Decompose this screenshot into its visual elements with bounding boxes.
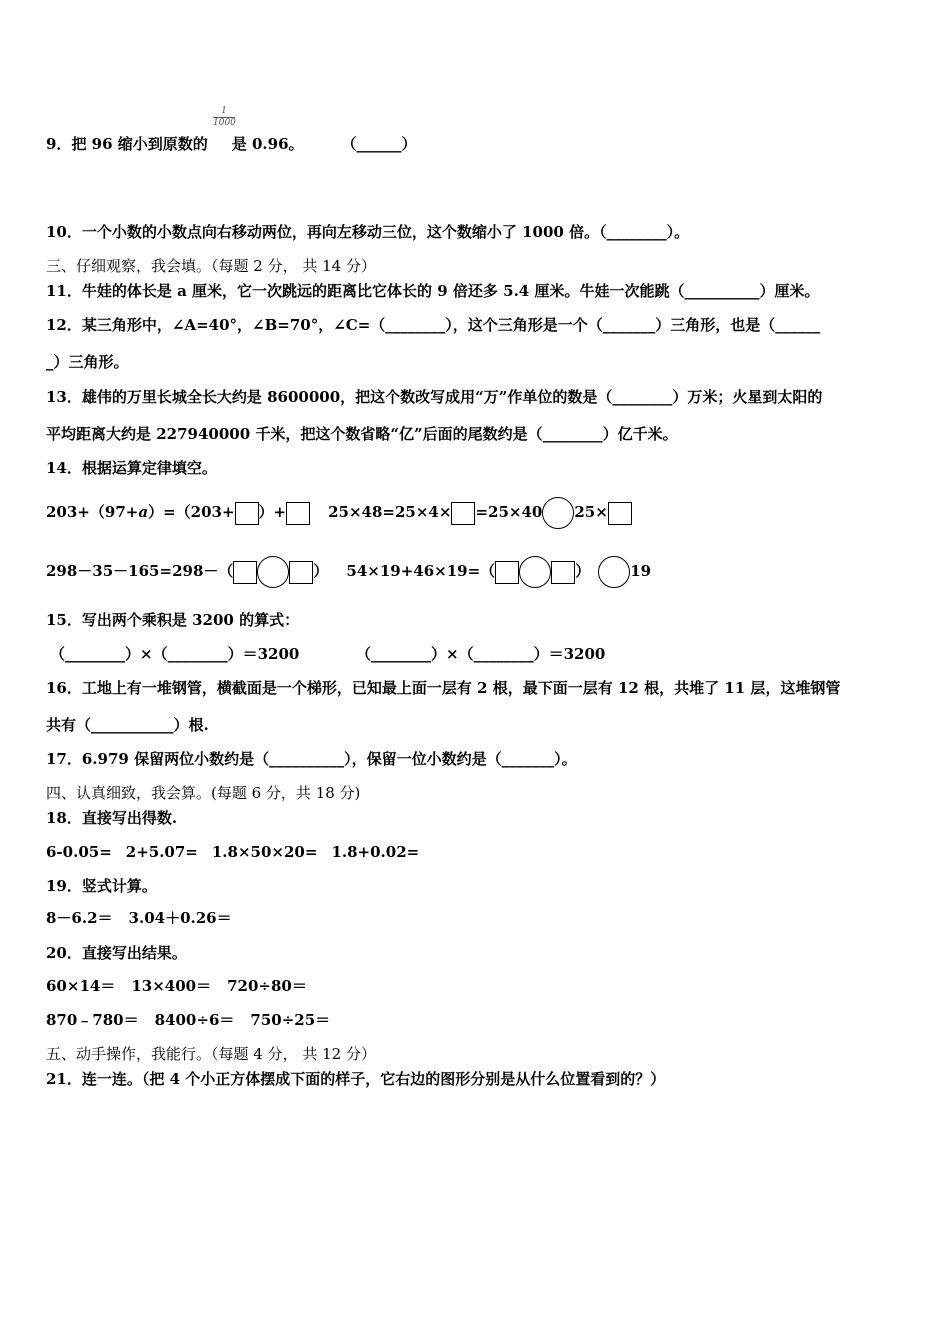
- operator-circle[interactable]: [542, 497, 574, 529]
- question-9: [46, 134, 417, 154]
- question-20-row-1: [46, 976, 307, 996]
- operator-circle[interactable]: [519, 556, 551, 588]
- section-5-heading: 五、动手操作，我能行。（每题 4 分， 共 12 分）: [46, 1045, 376, 1063]
- answer-box[interactable]: [233, 561, 257, 584]
- operator-circle[interactable]: [598, 556, 630, 588]
- question-14-row-2: [46, 555, 651, 588]
- question-15: 15．写出两个乘积是 3200 的算式：: [46, 611, 300, 629]
- answer-box[interactable]: [289, 561, 313, 584]
- answer-box[interactable]: [286, 502, 310, 525]
- question-12-line-1: 12．某三角形中，∠A=40°，∠B=70°，∠C=（________），这个三角形是一个（_______）三角形，也是（______: [46, 316, 821, 334]
- question-11: 11．牛娃的体长是 a 厘米，它一次跳远的距离比它体长的 9 倍还多 5.4 厘米。牛娃一次能跳（__________）厘米。: [46, 282, 820, 300]
- question-13-line-2: 平均距离大约是 227940000 千米，把这个数省略“亿”后面的尾数约是（________）亿千米。: [46, 425, 678, 443]
- answer-box[interactable]: [451, 502, 475, 525]
- row2-part2: ）: [313, 562, 329, 580]
- question-15-equation-2[interactable]: （________）×（________）＝3200: [356, 645, 606, 663]
- question-14-row-1: [46, 496, 632, 529]
- row1-part3: ）+: [258, 503, 287, 521]
- question-16-line-2: 共有（___________）根.: [46, 716, 209, 734]
- question-18-items: [46, 842, 419, 862]
- answer-box[interactable]: [495, 561, 519, 584]
- calc-item: 720÷80＝: [227, 977, 307, 995]
- row2-part4: ）: [575, 562, 591, 580]
- question-9-blank[interactable]: （______）: [341, 135, 417, 153]
- row1-part4: 25×48=25×4×: [328, 503, 452, 521]
- row2-part3: 54×19+46×19=（: [346, 562, 496, 580]
- row1-part5: =25×40: [475, 503, 543, 521]
- answer-box[interactable]: [608, 502, 632, 525]
- calc-item: 750÷25＝: [250, 1011, 331, 1029]
- question-19: 19．竖式计算。: [46, 877, 157, 895]
- operator-circle[interactable]: [257, 556, 289, 588]
- calc-item: 2+5.07=: [125, 843, 198, 861]
- question-9-text-b: 是 0.96。: [231, 135, 304, 153]
- fraction-one-thousandth: [212, 106, 236, 129]
- fraction-denominator: 1000: [213, 118, 236, 128]
- question-14: 14．根据运算定律填空。: [46, 459, 217, 477]
- fraction-numerator: 1: [221, 106, 227, 116]
- calc-item: 6-0.05=: [46, 843, 112, 861]
- section-4-heading: 四、认真细致，我会算。(每题 6 分，共 18 分): [46, 784, 361, 802]
- section-3-heading: 三、仔细观察，我会填。（每题 2 分， 共 14 分）: [46, 257, 376, 275]
- question-12-line-2: _）三角形。: [46, 353, 129, 371]
- question-9-number: 9．: [46, 135, 72, 153]
- question-20: 20．直接写出结果。: [46, 944, 187, 962]
- question-16-line-1: 16．工地上有一堆钢管，横截面是一个梯形，已知最上面一层有 2 根，最下面一层有 12 根，共堆了 11 层，这堆钢管: [46, 679, 841, 697]
- question-13-line-1: 13．雄伟的万里长城全长大约是 8600000，把这个数改写成用“万”作单位的数是（________）万米；火星到太阳的: [46, 388, 823, 406]
- calc-item: 13×400＝: [131, 977, 212, 995]
- question-10: 10．一个小数的小数点向右移动两位，再向左移动三位，这个数缩小了 1000 倍。（________）。: [46, 223, 690, 241]
- question-18: 18．直接写出得数.: [46, 809, 178, 827]
- question-15-equation-1[interactable]: （________）×（________）＝3200: [50, 645, 300, 663]
- question-19-items: [46, 908, 232, 928]
- row2-part1: 298－35－165=298－（: [46, 562, 234, 580]
- calc-item: 3.04＋0.26＝: [128, 909, 232, 927]
- answer-box[interactable]: [235, 502, 259, 525]
- calc-item: 8－6.2＝: [46, 909, 113, 927]
- calc-item: 1.8×50×20=: [211, 843, 318, 861]
- calc-item: 60×14＝: [46, 977, 116, 995]
- question-9-text-a: 把 96 缩小到原数的: [71, 135, 208, 153]
- calc-item: 1.8+0.02=: [331, 843, 420, 861]
- calc-item: 8400÷6＝: [154, 1011, 235, 1029]
- row1-part1: 203+（97+: [46, 503, 139, 521]
- row2-part5: 19: [630, 562, 652, 580]
- row1-part2: ）=（203+: [148, 503, 235, 521]
- row1-part6: 25×: [574, 503, 608, 521]
- row1-variable-a: a: [138, 503, 149, 521]
- answer-box[interactable]: [551, 561, 575, 584]
- question-20-row-2: [46, 1010, 330, 1030]
- calc-item: 870﹣780＝: [46, 1011, 139, 1029]
- question-21: 21．连一连。（把 4 个小正方体摆成下面的样子，它右边的图形分别是从什么位置看到的？）: [46, 1070, 666, 1088]
- question-17: 17．6.979 保留两位小数约是（__________），保留一位小数约是（_______）。: [46, 750, 577, 768]
